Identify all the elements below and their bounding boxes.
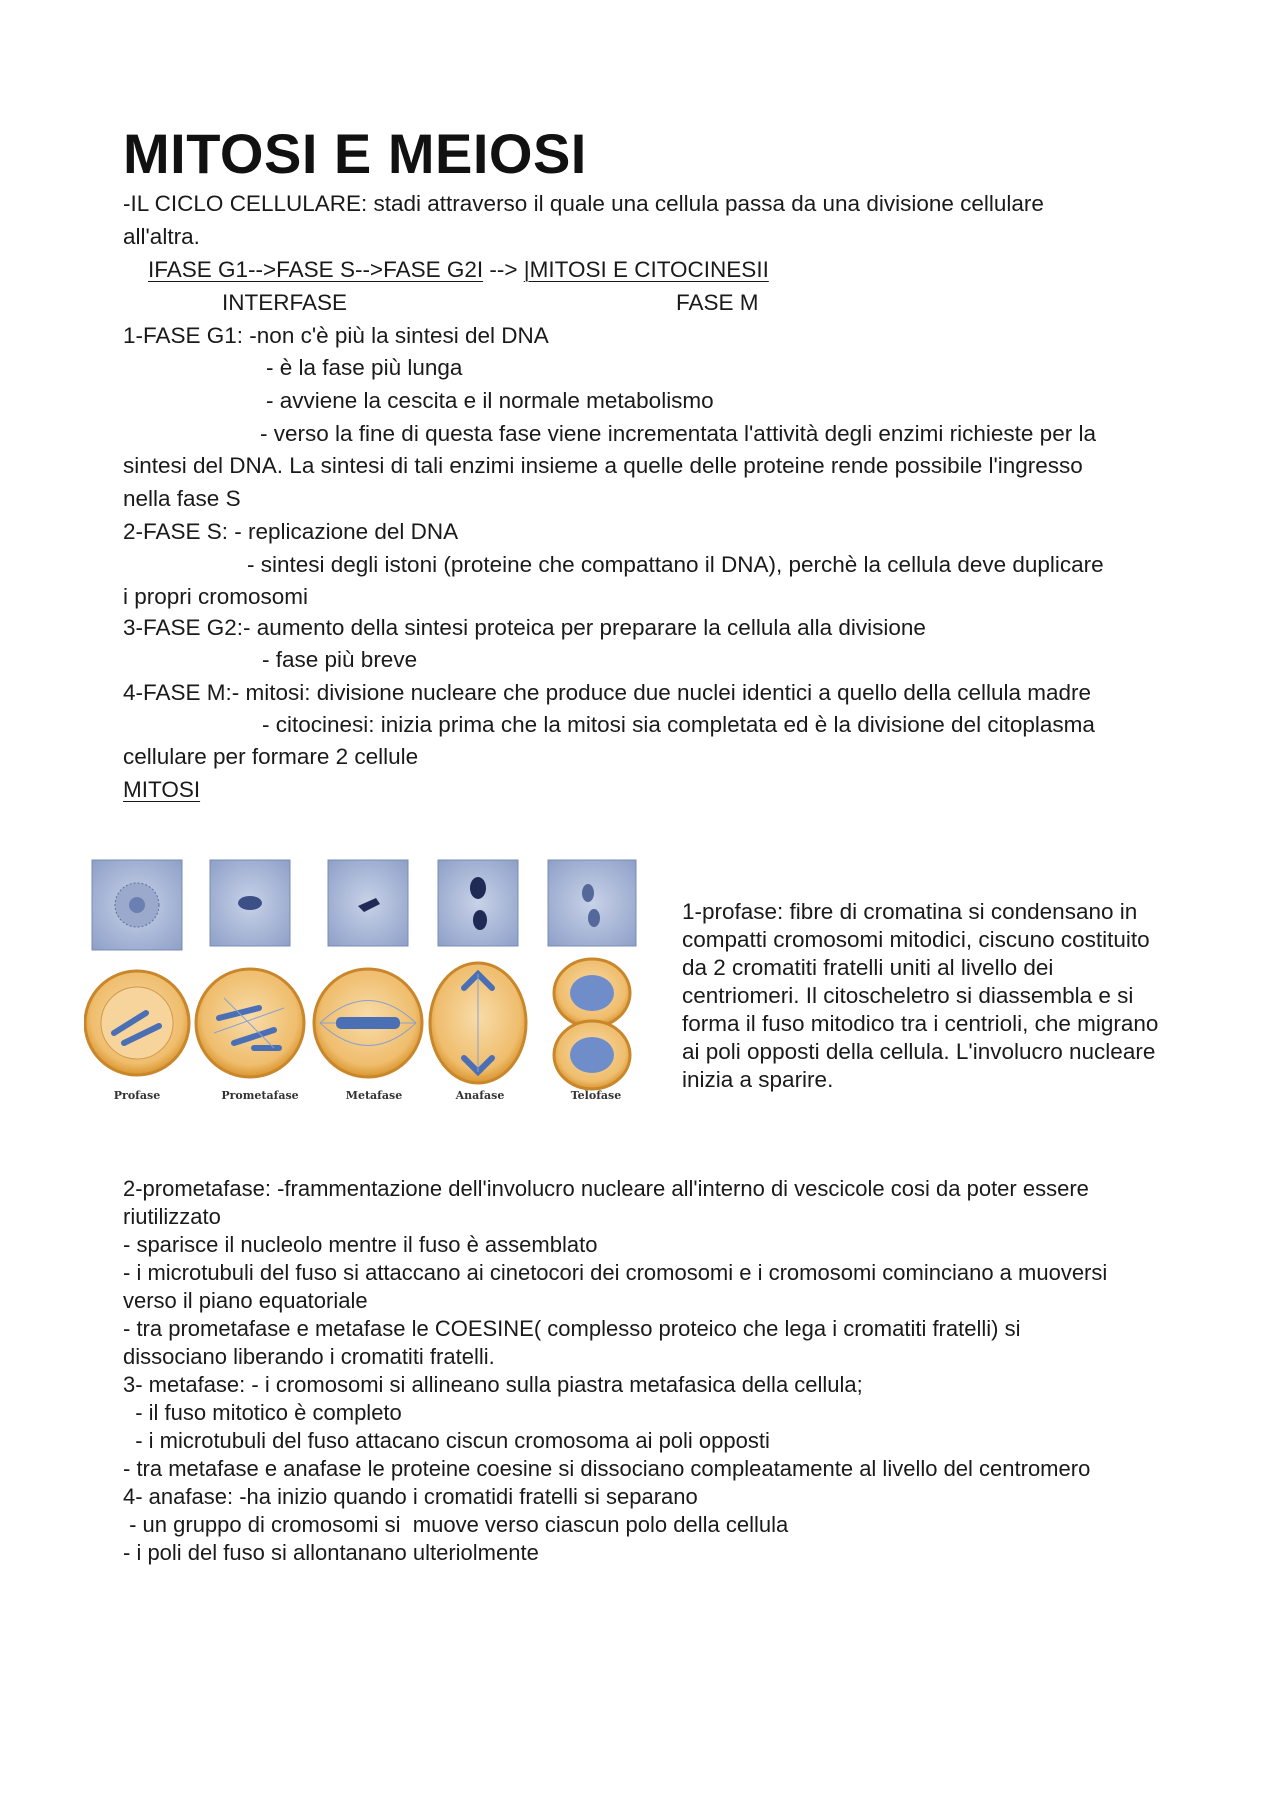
cell-telofase	[554, 959, 630, 1089]
figure-label-metafase: Metafase	[345, 1089, 403, 1102]
later-line: - tra metafase e anafase le proteine coesine si dissociano compleatamente al livello del centromero	[123, 1456, 1091, 1481]
figure-label-profase: Profase	[113, 1089, 161, 1102]
later-line: - tra prometafase e metafase le COESINE( complesso proteico che lega i cromatiti fratelli) si dissociano liberando i cromatiti fratelli.	[123, 1316, 1021, 1369]
mitosis-figure	[84, 848, 652, 1108]
intro-line-2: all'altra.	[123, 224, 200, 249]
figure-label-anafase: Anafase	[455, 1089, 505, 1102]
phase-line: 2-FASE S: - replicazione del DNA	[123, 519, 459, 544]
micrograph-prometafase	[210, 860, 290, 946]
cell-prometafase	[196, 969, 304, 1077]
phase-line: cellulare per formare 2 cellule	[123, 744, 419, 769]
later-line: 4- anafase: -ha inizio quando i cromatidi fratelli si separano	[123, 1484, 698, 1509]
phase-line: - verso la fine di questa fase viene incrementata l'attività degli enzimi richieste per la	[260, 421, 1096, 446]
phase-line: - è la fase più lunga	[266, 355, 463, 380]
micrograph-metafase	[328, 860, 408, 946]
micrograph-telofase	[548, 860, 636, 946]
phase-line: - citocinesi: inizia prima che la mitosi sia completata ed è la divisione del citoplasma	[262, 712, 1095, 737]
interphase-sequence: IFASE G1-->FASE S-->FASE G2I	[148, 257, 484, 282]
mitosi-heading: MITOSI	[123, 777, 201, 802]
later-phases	[123, 1175, 1123, 1567]
page-title: MITOSI E MEIOSI	[123, 122, 587, 185]
cell-profase	[85, 971, 189, 1075]
later-line: 3- metafase: - i cromosomi si allineano sulla piastra metafasica della cellula;	[123, 1372, 863, 1397]
interphase-label: INTERFASE	[222, 290, 348, 315]
figure-label-prometafase: Prometafase	[221, 1089, 299, 1102]
phase-line: - fase più breve	[262, 647, 418, 672]
figure-label-telofase: Telofase	[570, 1089, 622, 1102]
m-phase-label: FASE M	[676, 290, 759, 315]
cycle-sequence	[148, 254, 769, 287]
profase-description: 1-profase: fibre di cromatina si condensano in compatti cromosomi mitodici, ciscuno costituito da 2 cromatiti fratelli uniti al livello dei centriomeri. Il citoscheletro si diassembla e si forma il fuso mitodico tra i centrioli, che migrano ai poli opposti della cellula. L'involucro nucleare inizia a sparire.	[682, 899, 1159, 1092]
later-line: 2-prometafase: -frammentazione dell'involucro nucleare all'interno di vescicole cosi da poter essere riutilizzato	[123, 1176, 1089, 1229]
cell-anafase	[430, 963, 526, 1083]
m-phase-sequence: |MITOSI E CITOCINESII	[523, 257, 769, 282]
cell-metafase	[314, 969, 422, 1077]
later-line: - i microtubuli del fuso attacano ciscun cromosoma ai poli opposti	[123, 1428, 770, 1453]
intro-line-1: -IL CICLO CELLULARE: stadi attraverso il quale una cellula passa da una divisione cellulare	[123, 191, 1044, 216]
phase-line: - sintesi degli istoni (proteine che compattano il DNA), perchè la cellula deve duplicare	[247, 552, 1104, 577]
micrograph-anafase	[438, 860, 518, 946]
later-line: - un gruppo di cromosomi si muove verso ciascun polo della cellula	[123, 1512, 789, 1537]
phase-line: - avviene la cescita e il normale metabolismo	[266, 388, 714, 413]
phase-line: sintesi del DNA. La sintesi di tali enzimi insieme a quelle delle proteine rende possibile l'ingresso	[123, 453, 1083, 478]
later-line: - i poli del fuso si allontanano ulteriolmente	[123, 1540, 539, 1565]
phase-line: i propri cromosomi	[123, 584, 309, 609]
later-line: - i microtubuli del fuso si attaccano ai cinetocori dei cromosomi e i cromosomi cominciano a muoversi verso il piano equatoriale	[123, 1260, 1108, 1313]
phase-line: nella fase S	[123, 486, 241, 511]
later-line: - il fuso mitotico è completo	[123, 1400, 402, 1425]
phase-line: 3-FASE G2:- aumento della sintesi proteica per preparare la cellula alla divisione	[123, 615, 926, 640]
phase-line: 1-FASE G1: -non c'è più la sintesi del DNA	[123, 323, 549, 348]
later-line: - sparisce il nucleolo mentre il fuso è assemblato	[123, 1232, 598, 1257]
micrograph-profase	[92, 860, 182, 950]
cycle-arrow: -->	[483, 257, 524, 282]
phase-line: 4-FASE M:- mitosi: divisione nucleare che produce due nuclei identici a quello della cellula madre	[123, 680, 1092, 705]
